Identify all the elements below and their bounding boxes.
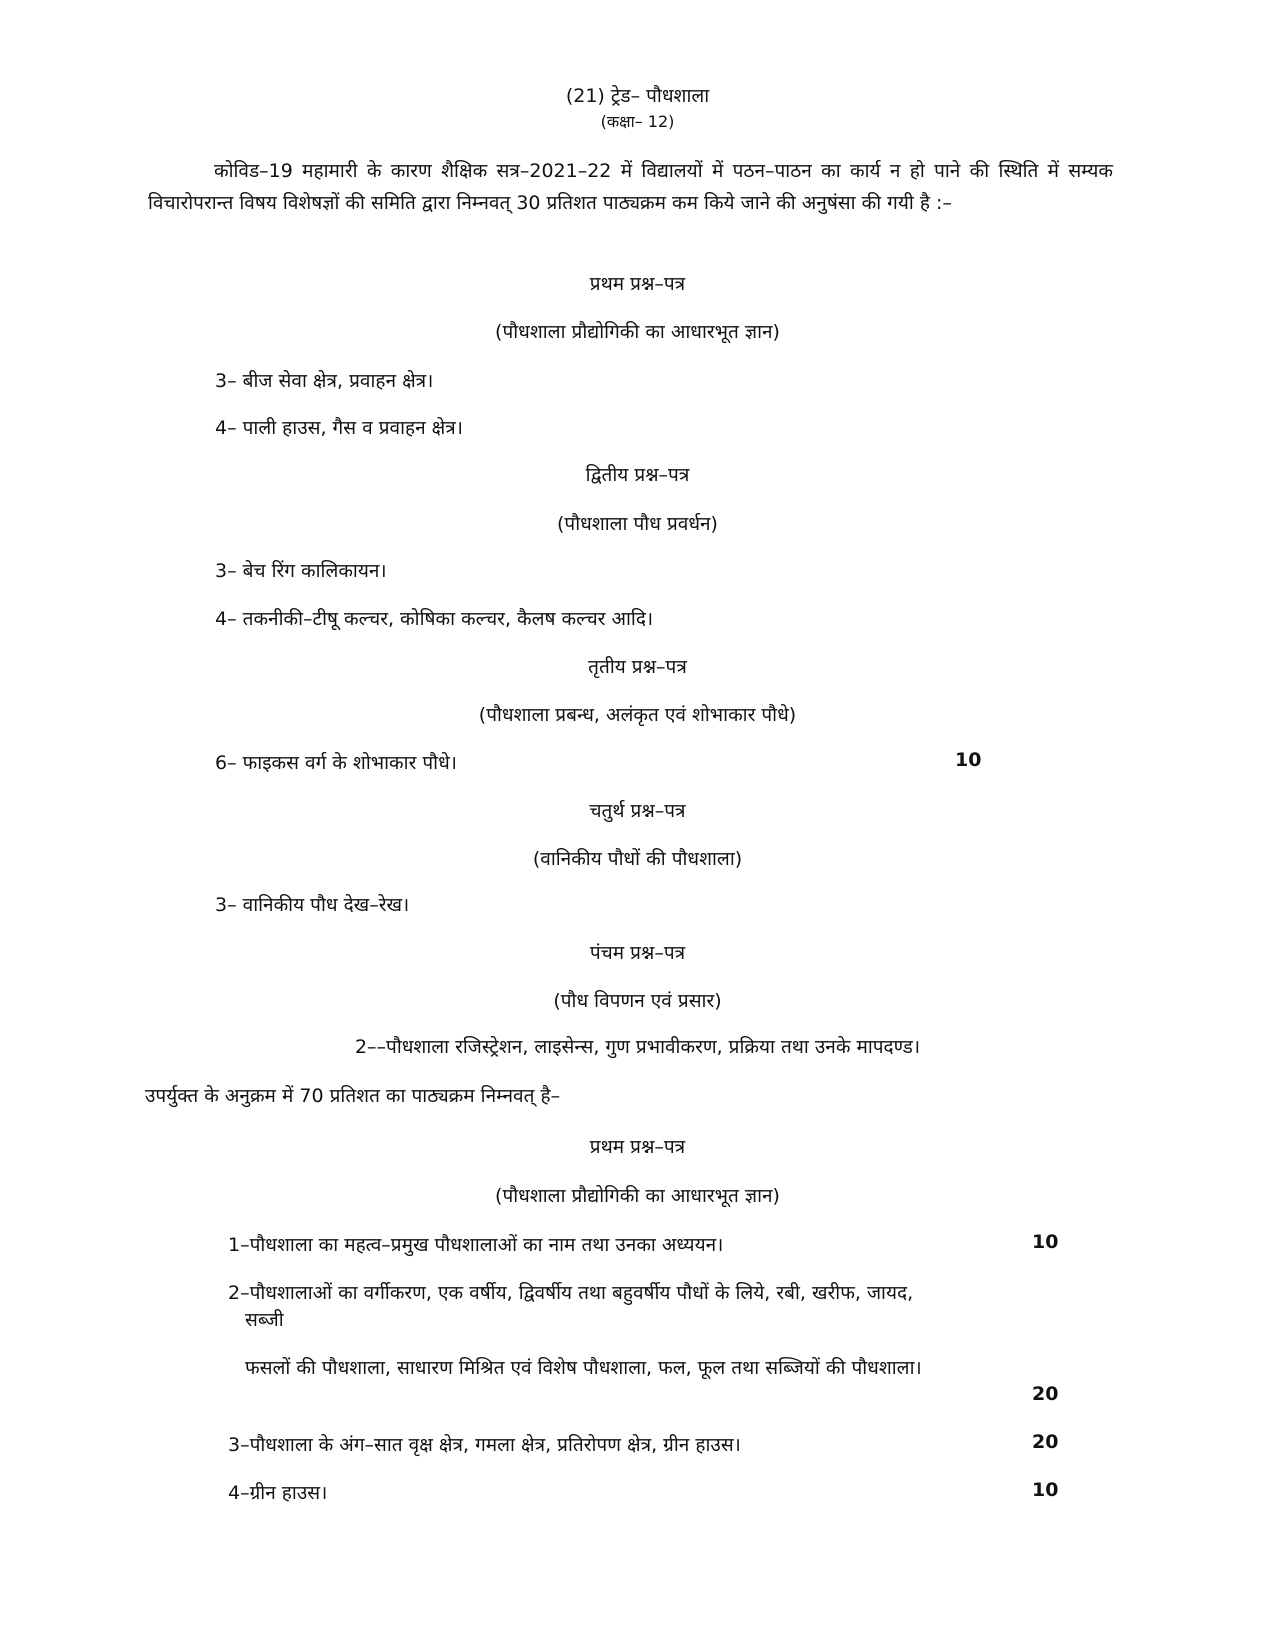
- seventy-percent-intro: उपर्युक्त के अनुक्रम में 70 प्रतिशत का पाठ्यक्रम निम्नवत् है–: [145, 1085, 561, 1107]
- paper1-subheading: (पौधशाला प्रौद्योगिकी का आधारभूत ज्ञान): [495, 321, 780, 343]
- paper5-subheading: (पौध विपणन एवं प्रसार): [553, 990, 722, 1012]
- paper2-heading: द्वितीय प्रश्न–पत्र: [585, 464, 690, 486]
- remaining-item-marks: 10: [1032, 1479, 1059, 1501]
- remaining-paper1-subheading: (पौधशाला प्रौद्योगिकी का आधारभूत ज्ञान): [495, 1185, 780, 1207]
- paper2-subheading: (पौधशाला पौध प्रवर्धन): [557, 513, 718, 535]
- paper5-item: 2––पौधशाला रजिस्ट्रेशन, लाइसेन्स, गुण प्रभावीकरण, प्रक्रिया तथा उनके मापदण्ड।: [354, 1036, 921, 1058]
- remaining-item: 4–ग्रीन हाउस।: [228, 1482, 328, 1504]
- remaining-item: 3–पौधशाला के अंग–सात वृक्ष क्षेत्र, गमला क्षेत्र, प्रतिरोपण क्षेत्र, ग्रीन हाउस।: [228, 1434, 741, 1456]
- remaining-item: 2–पौधशालाओं का वर्गीकरण, एक वर्षीय, द्विवर्षीय तथा बहुवर्षीय पौधों के लिये, रबी, खरीफ, जायद,: [228, 1282, 914, 1304]
- remaining-item-marks: 10: [1032, 1231, 1059, 1253]
- paper3-subheading: (पौधशाला प्रबन्ध, अलंकृत एवं शोभाकार पौधे): [478, 704, 797, 726]
- remaining-item-marks: 20: [1032, 1431, 1059, 1453]
- paper1-item: 4– पाली हाउस, गैस व प्रवाहन क्षेत्र।: [215, 417, 463, 439]
- paper2-item: 4– तकनीकी–टीषू कल्चर, कोषिका कल्चर, कैलष कल्चर आदि।: [215, 608, 654, 630]
- intro-paragraph: कोविड–19 महामारी के कारण शैक्षिक सत्र–2021–22 में विद्यालयों में पठन–पाठन का कार्य न हो पाने की स्थिति में सम्यक विचारोपरान्त विषय विशेषज्ञों की समिति द्वारा निम्नवत् 30 प्रतिशत पाठ्यक्रम कम किये जाने की अनुषंसा की गयी है :–: [148, 160, 1113, 214]
- remaining-item-cont: फसलों की पौधशाला, साधारण मिश्रित एवं विशेष पौधशाला, फल, फूल तथा सब्जियों की पौधशाला।: [245, 1357, 922, 1379]
- paper5-heading: पंचम प्रश्न–पत्र: [589, 942, 686, 964]
- remaining-item-cont: सब्जी: [245, 1309, 284, 1331]
- remaining-item-marks: 20: [1032, 1383, 1059, 1405]
- paper1-item: 3– बीज सेवा क्षेत्र, प्रवाहन क्षेत्र।: [215, 370, 434, 392]
- paper2-item: 3– बेच रिंग कालिकायन।: [215, 560, 387, 582]
- remaining-paper1-heading: प्रथम प्रश्न–पत्र: [589, 1136, 686, 1158]
- paper3-item-marks: 10: [955, 749, 982, 771]
- page-title: (21) ट्रेड– पौधशाला: [565, 85, 710, 107]
- remaining-item: 1–पौधशाला का महत्व–प्रमुख पौधशालाओं का नाम तथा उनका अध्ययन।: [228, 1234, 724, 1256]
- paper1-heading: प्रथम प्रश्न–पत्र: [589, 273, 686, 295]
- paper3-item: 6– फाइकस वर्ग के शोभाकार पौधे।: [215, 752, 457, 774]
- paper4-item: 3– वानिकीय पौध देख–रेख।: [215, 894, 410, 916]
- paper4-heading: चतुर्थ प्रश्न–पत्र: [589, 800, 686, 822]
- class-label: (कक्षा– 12): [600, 112, 675, 131]
- paper4-subheading: (वानिकीय पौधों की पौधशाला): [532, 848, 743, 870]
- paper3-heading: तृतीय प्रश्न–पत्र: [588, 656, 687, 678]
